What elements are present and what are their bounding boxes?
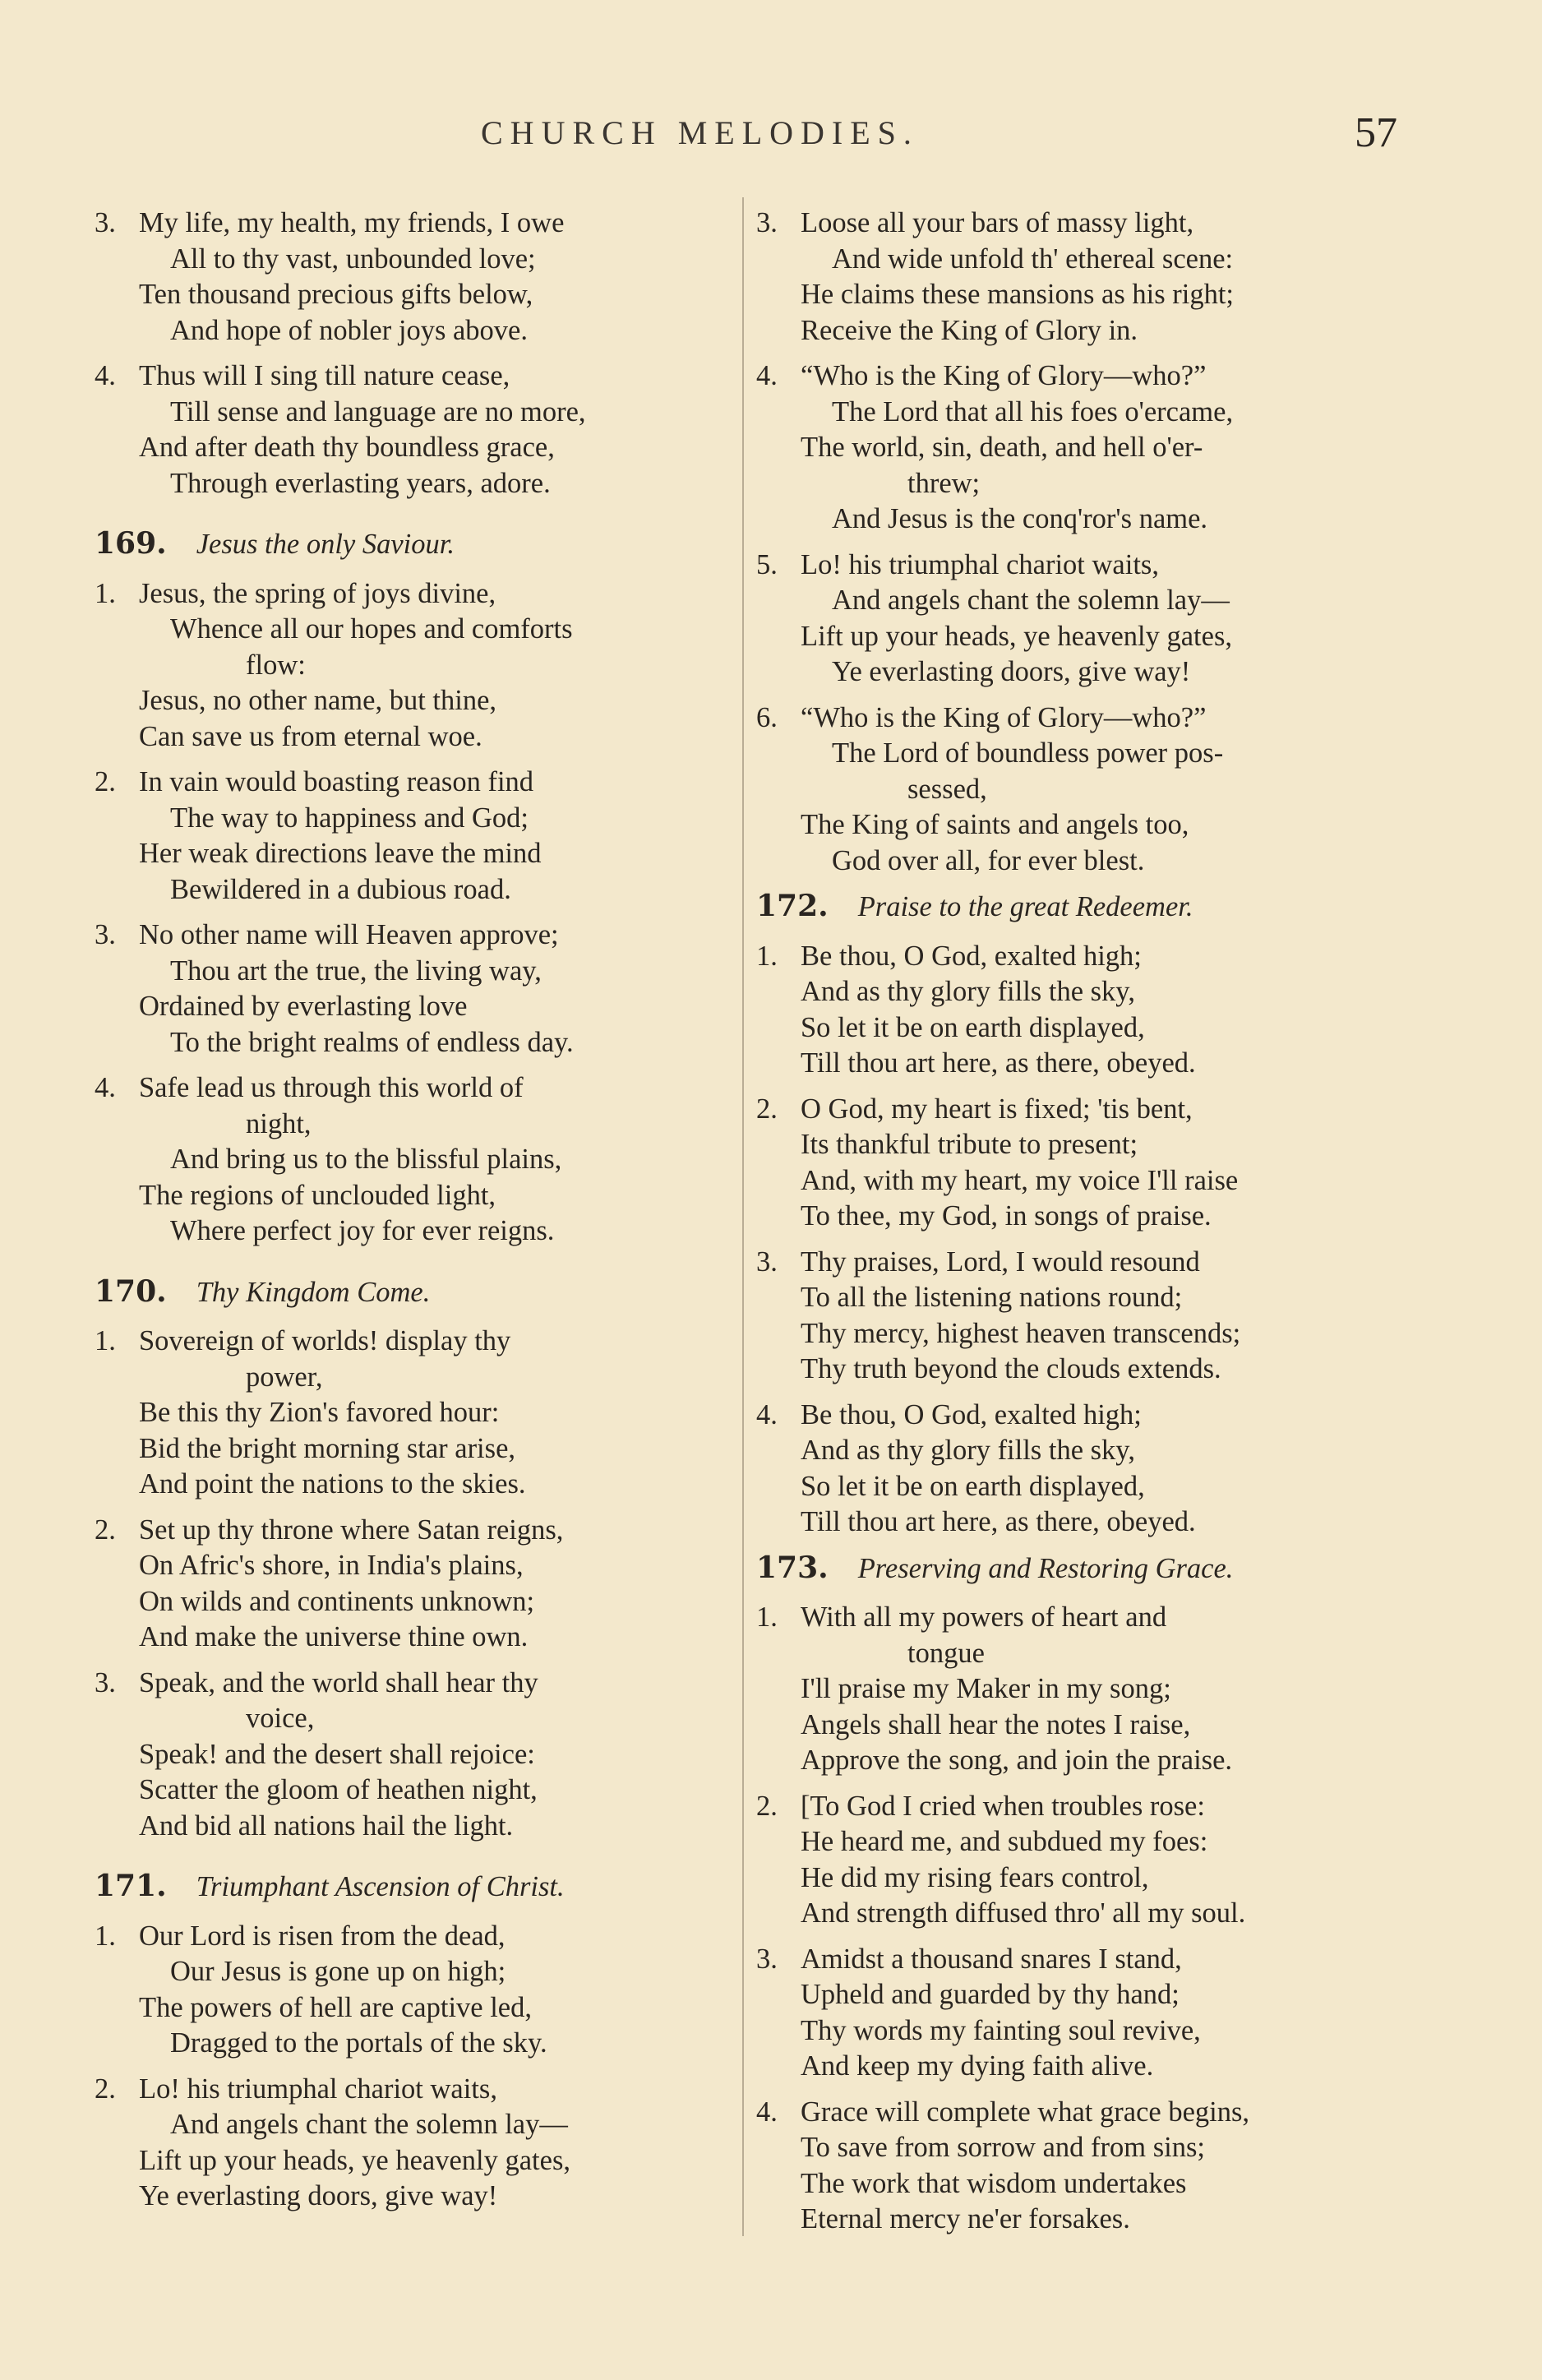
- verse-line: I'll praise my Maker in my song;: [801, 1673, 1171, 1704]
- verse-line: Thus will I sing till nature cease,: [139, 360, 510, 391]
- stanza: [756, 548, 1414, 691]
- verse-line: The Lord that all his foes o'ercame,: [832, 395, 1234, 427]
- verse-line: So let it be on earth displayed,: [801, 1470, 1145, 1502]
- verse-line: Jesus, no other name, but thine,: [139, 685, 497, 716]
- hymn-title: Jesus the only Saviour.: [196, 529, 455, 560]
- stanza: [95, 358, 752, 501]
- verse-line: Thy praises, Lord, I would resound: [801, 1245, 1200, 1278]
- page-number: 57: [1355, 109, 1397, 156]
- verse-line: Ten thousand precious gifts below,: [139, 279, 533, 310]
- verse-line: voice,: [246, 1703, 315, 1734]
- verse-line: And after death thy boundless grace,: [139, 432, 555, 463]
- stanza-number: 3.: [95, 919, 116, 950]
- verse-line: Thy truth beyond the clouds extends.: [801, 1353, 1221, 1384]
- verse-line: Till sense and language are no more,: [170, 395, 586, 427]
- stanza-number: 4.: [756, 360, 778, 391]
- verse-line: threw;: [907, 467, 981, 499]
- running-title: CHURCH MELODIES.: [481, 114, 919, 151]
- left-column: [95, 206, 752, 2225]
- verse-line: tongue: [907, 1637, 985, 1669]
- verse-line: And bring us to the blissful plains,: [170, 1144, 562, 1175]
- verse-line: Lo! his triumphal chariot waits,: [801, 548, 1159, 580]
- stanza-number: 5.: [756, 548, 778, 580]
- verse-line: And Jesus is the conq'ror's name.: [832, 503, 1208, 534]
- verse-line: To save from sorrow and from sins;: [801, 2132, 1205, 2163]
- stanza-number: 6.: [756, 701, 778, 733]
- stanza: [95, 1070, 752, 1250]
- verse-line: On Afric's shore, in India's plains,: [139, 1550, 524, 1581]
- verse-line: Speak! and the desert shall rejoice:: [139, 1738, 535, 1770]
- hymn-number: 172.: [756, 889, 829, 923]
- verse-line: Speak, and the world shall hear thy: [139, 1666, 538, 1698]
- verse-line: With all my powers of heart and: [801, 1601, 1167, 1633]
- stanza: [95, 765, 752, 908]
- verse-line: Loose all your bars of massy light,: [801, 207, 1194, 238]
- stanza-number: 3.: [756, 1245, 778, 1278]
- verse-line: The powers of hell are captive led,: [139, 1991, 532, 2023]
- verse-line: sessed,: [907, 773, 987, 805]
- hymn-heading: [95, 526, 752, 563]
- hymn-title: Praise to the great Redeemer.: [857, 891, 1193, 922]
- stanza: [95, 1324, 752, 1503]
- stanza: [95, 576, 752, 756]
- verse-line: Jesus, the spring of joys divine,: [139, 577, 496, 609]
- verse-line: Thy mercy, highest heaven transcends;: [801, 1317, 1241, 1349]
- stanza-number: 2.: [95, 1513, 116, 1546]
- verse-line: Eternal mercy ne'er forsakes.: [801, 2203, 1130, 2234]
- verse-line: And make the universe thine own.: [139, 1621, 529, 1652]
- verse-line: Upheld and guarded by thy hand;: [801, 1979, 1180, 2010]
- verse-line: Angels shall hear the notes I raise,: [801, 1708, 1191, 1740]
- page-header: [0, 109, 1542, 163]
- verse-line: Ye everlasting doors, give way!: [139, 2180, 498, 2211]
- verse-line: And bid all nations hail the light.: [139, 1809, 514, 1842]
- verse-line: Grace will complete what grace begins,: [801, 2096, 1250, 2128]
- verse-line: And strength diffused thro' all my soul.: [801, 1897, 1246, 1929]
- verse-line: No other name will Heaven approve;: [139, 919, 559, 950]
- hymn-number: 170.: [95, 1273, 167, 1309]
- verse-line: The way to happiness and God;: [170, 802, 529, 834]
- verse-line: To the bright realms of endless day.: [170, 1026, 574, 1058]
- verse-line: And as thy glory fills the sky,: [801, 1435, 1135, 1466]
- hymn-heading: [756, 889, 1414, 926]
- verse-line: Ye everlasting doors, give way!: [832, 656, 1191, 687]
- stanza-number: 4.: [756, 1398, 778, 1430]
- verse-line: [To God I cried when troubles rose:: [801, 1790, 1205, 1822]
- verse-line: Be this thy Zion's favored hour:: [139, 1397, 500, 1428]
- hymn-title: Triumphant Ascension of Christ.: [196, 1871, 565, 1902]
- stanza: [756, 1245, 1414, 1388]
- stanza: [95, 1919, 752, 2062]
- verse-line: Receive the King of Glory in.: [801, 314, 1138, 346]
- stanza: [95, 917, 752, 1061]
- verse-line: And angels chant the solemn lay—: [832, 585, 1230, 616]
- stanza: [95, 206, 752, 349]
- verse-line: And point the nations to the skies.: [139, 1468, 526, 1500]
- stanza: [756, 206, 1414, 349]
- verse-line: Ordained by everlasting love: [139, 991, 468, 1022]
- verse-line: In vain would boasting reason find: [139, 766, 534, 797]
- verse-line: And as thy glory fills the sky,: [801, 976, 1135, 1007]
- stanza-number: 4.: [95, 1072, 116, 1103]
- verse-line: Bewildered in a dubious road.: [170, 873, 511, 905]
- stanza: [756, 1092, 1414, 1235]
- verse-line: The work that wisdom undertakes: [801, 2167, 1187, 2199]
- verse-line: Thou art the true, the living way,: [170, 954, 542, 987]
- verse-line: The regions of unclouded light,: [139, 1179, 496, 1211]
- verse-line: Bid the bright morning star arise,: [139, 1432, 516, 1464]
- verse-line: The Lord of boundless power pos-: [832, 737, 1224, 769]
- verse-line: God over all, for ever blest.: [832, 844, 1145, 876]
- stanza-number: 3.: [756, 207, 778, 238]
- stanza-number: 1.: [756, 940, 778, 972]
- stanza-number: 4.: [95, 360, 116, 391]
- hymn-number: 173.: [756, 1550, 829, 1585]
- verse-line: And, with my heart, my voice I'll raise: [801, 1164, 1239, 1196]
- stanza: [756, 700, 1414, 880]
- stanza: [95, 2072, 752, 2215]
- stanza: [756, 2095, 1414, 2238]
- stanza: [95, 1513, 752, 1656]
- hymn-title: Preserving and Restoring Grace.: [857, 1552, 1234, 1584]
- hymn-heading: [95, 1869, 752, 1906]
- verse-line: Lift up your heads, ye heavenly gates,: [801, 620, 1232, 652]
- stanza-number: 2.: [95, 766, 116, 797]
- verse-line: Through everlasting years, adore.: [170, 467, 551, 499]
- stanza: [756, 1942, 1414, 2085]
- verse-line: Her weak directions leave the mind: [139, 838, 542, 869]
- stanza-number: 3.: [95, 207, 116, 238]
- verse-line: Where perfect joy for ever reigns.: [170, 1215, 555, 1246]
- right-column: [756, 206, 1414, 2248]
- stanza-number: 2.: [756, 1790, 778, 1822]
- verse-line: Be thou, O God, exalted high;: [801, 940, 1142, 972]
- verse-line: All to thy vast, unbounded love;: [170, 243, 536, 275]
- stanza-number: 1.: [95, 1325, 116, 1356]
- verse-line: And wide unfold th' ethereal scene:: [832, 243, 1234, 275]
- stanza: [95, 1666, 752, 1845]
- verse-line: Be thou, O God, exalted high;: [801, 1398, 1142, 1430]
- verse-line: So let it be on earth displayed,: [801, 1011, 1145, 1043]
- hymn-title: Thy Kingdom Come.: [196, 1276, 431, 1308]
- verse-line: Amidst a thousand snares I stand,: [801, 1943, 1182, 1975]
- verse-line: Sovereign of worlds! display thy: [139, 1325, 511, 1356]
- verse-line: My life, my health, my friends, I owe: [139, 207, 565, 238]
- verse-line: He claims these mansions as his right;: [801, 279, 1235, 310]
- verse-line: “Who is the King of Glory—who?”: [801, 701, 1207, 733]
- verse-line: Our Lord is risen from the dead,: [139, 1920, 506, 1952]
- verse-line: He heard me, and subdued my foes:: [801, 1826, 1208, 1857]
- verse-line: Set up thy throne where Satan reigns,: [139, 1513, 564, 1546]
- verse-line: flow:: [246, 649, 306, 681]
- stanza-number: 2.: [756, 1093, 778, 1125]
- stanza-number: 1.: [95, 1920, 116, 1952]
- stanza-number: 1.: [95, 577, 116, 609]
- verse-line: On wilds and continents unknown;: [139, 1585, 535, 1617]
- verse-line: power,: [246, 1361, 323, 1393]
- verse-line: Scatter the gloom of heathen night,: [139, 1774, 538, 1805]
- hymn-heading: [756, 1550, 1414, 1587]
- stanza-number: 3.: [95, 1666, 116, 1698]
- verse-line: Can save us from eternal woe.: [139, 720, 482, 752]
- hymn-number: 171.: [95, 1869, 167, 1903]
- stanza-number: 1.: [756, 1601, 778, 1633]
- verse-line: O God, my heart is fixed; 'tis bent,: [801, 1093, 1193, 1125]
- verse-line: Safe lead us through this world of: [139, 1072, 524, 1103]
- verse-line: Lift up your heads, ye heavenly gates,: [139, 2144, 570, 2176]
- hymn-heading: [95, 1274, 752, 1311]
- verse-line: And keep my dying faith alive.: [801, 2050, 1154, 2082]
- verse-line: night,: [246, 1107, 312, 1139]
- verse-line: To all the listening nations round;: [801, 1282, 1183, 1313]
- verse-line: Thy words my fainting soul revive,: [801, 2014, 1201, 2046]
- stanza: [756, 1600, 1414, 1779]
- verse-line: Lo! his triumphal chariot waits,: [139, 2073, 497, 2105]
- stanza: [756, 1789, 1414, 1932]
- verse-line: “Who is the King of Glory—who?”: [801, 360, 1207, 391]
- stanza: [756, 358, 1414, 538]
- verse-line: And angels chant the solemn lay—: [170, 2109, 568, 2140]
- verse-line: Till thou art here, as there, obeyed.: [801, 1047, 1196, 1079]
- stanza: [756, 1398, 1414, 1541]
- stanza-number: 2.: [95, 2073, 116, 2105]
- verse-line: To thee, my God, in songs of praise.: [801, 1200, 1212, 1232]
- verse-line: He did my rising fears control,: [801, 1861, 1149, 1893]
- hymn-number: 169.: [95, 526, 167, 561]
- verse-line: Till thou art here, as there, obeyed.: [801, 1506, 1196, 1537]
- verse-line: Approve the song, and join the praise.: [801, 1745, 1233, 1776]
- verse-line: And hope of nobler joys above.: [170, 314, 528, 346]
- stanza-number: 3.: [756, 1943, 778, 1975]
- verse-line: The world, sin, death, and hell o'er-: [801, 432, 1203, 463]
- verse-line: The King of saints and angels too,: [801, 809, 1189, 840]
- verse-line: Dragged to the portals of the sky.: [170, 2027, 547, 2059]
- stanza: [756, 939, 1414, 1082]
- verse-line: Whence all our hopes and comforts: [170, 613, 573, 645]
- stanza-number: 4.: [756, 2096, 778, 2128]
- verse-line: Its thankful tribute to present;: [801, 1129, 1138, 1160]
- verse-line: Our Jesus is gone up on high;: [170, 1956, 506, 1987]
